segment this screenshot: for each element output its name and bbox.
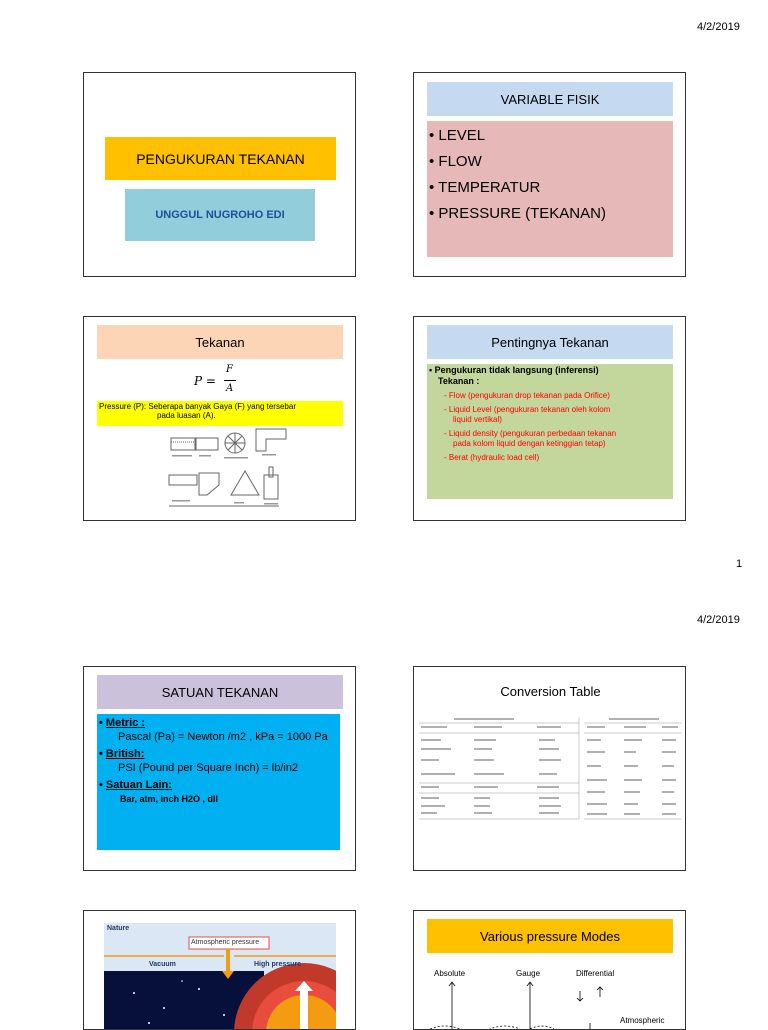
satuan-header-text: SATUAN TEKANAN [161, 684, 279, 700]
slide-pressure-nature[interactable] [83, 910, 356, 1030]
variable-item: • TEMPERATUR [429, 179, 541, 196]
label-gauge: Gauge [516, 969, 541, 978]
variable-item: • LEVEL [429, 127, 486, 144]
conversion-table-image [419, 715, 682, 820]
british-value: PSI (Pound per Square Inch) = lb/in2 [118, 762, 299, 774]
page1-date: 4/2/2019 [697, 21, 740, 33]
conversion-table-graphic [419, 715, 682, 820]
pentingnya-header-text: Pentingnya Tekanan [491, 334, 609, 350]
pressure-nature-image [104, 923, 336, 1030]
sub-item: - Liquid density (pengukuran perbedaan tekanan [444, 429, 617, 438]
pressure-definition: Pressure (P): Seberapa banyak Gaya (F) yang tersebar pada luasan (A). [97, 401, 343, 426]
satuan-content [97, 714, 340, 850]
slide-variable-fisik[interactable] [413, 72, 686, 277]
label-differential: Differential [576, 969, 615, 978]
container-shapes-illustration [84, 317, 356, 521]
sub-item: - Berat (hydraulic load cell) [444, 453, 540, 462]
british-label: • British: [99, 748, 145, 760]
slide-satuan-tekanan[interactable] [83, 666, 356, 871]
main-bullet-cont: Tekanan : [438, 376, 480, 386]
sub-item: - Liquid Level (pengukuran tekanan oleh kolom [444, 405, 611, 414]
metric-label: • Metric : [99, 717, 146, 729]
variable-item: • FLOW [429, 153, 482, 170]
satuan-header [97, 675, 343, 709]
slide-pentingnya-tekanan[interactable] [413, 316, 686, 521]
label-vacuum: Vacuum [149, 961, 176, 968]
page2-date: 4/2/2019 [697, 614, 740, 626]
conversion-title: Conversion Table [500, 683, 601, 699]
formula-denominator: A [226, 383, 234, 394]
modes-header [427, 919, 673, 953]
variable-header-text: VARIABLE FISIK [500, 91, 600, 107]
variable-list-box [427, 121, 673, 257]
label-atmospheric: Atmospheric [620, 1016, 665, 1025]
metric-value: Pascal (Pa) = Newton /m2 , kPa = 1000 Pa [118, 731, 328, 743]
page-number: 1 [736, 558, 743, 570]
slide-title-text: PENGUKURAN TEKANAN [136, 150, 305, 167]
formula-lhs: P = [194, 374, 216, 388]
author-name: UNGGUL NUGROHO EDI [155, 209, 285, 221]
label-high-pressure: High pressure [254, 961, 302, 968]
slide-pressure-modes[interactable] [413, 910, 686, 1030]
other-value: Bar, atm, inch H2O , dll [120, 794, 219, 804]
title-box [105, 137, 336, 180]
conversion-title-area [414, 679, 686, 703]
label-absolute: Absolute [434, 969, 466, 978]
tekanan-header-text: Tekanan [195, 334, 245, 350]
slide-tekanan[interactable] [83, 316, 356, 521]
formula-numerator: F [226, 364, 233, 375]
sub-item: - Flow (pengukuran drop tekanan pada Orifice) [444, 391, 610, 400]
slide-conversion-table[interactable] [413, 666, 686, 871]
slide-title[interactable] [83, 72, 356, 277]
other-label: • Satuan Lain: [99, 779, 172, 791]
variable-header [427, 82, 673, 116]
modes-header-text: Various pressure Modes [480, 928, 620, 944]
modes-diagram [430, 961, 675, 1030]
main-bullet: • Pengukuran tidak langsung (inferensi) [429, 365, 599, 375]
pentingnya-header [427, 325, 673, 359]
label-atmospheric-pressure: Atmospheric pressure [191, 939, 260, 946]
label-nature: Nature [107, 925, 130, 932]
variable-item: • PRESSURE (TEKANAN) [429, 205, 606, 222]
pentingnya-content: • Pengukuran tidak langsung (inferensi) Tekanan : - Flow (pengukuran drop tekanan pada Orifice) - Liquid Level (pengukuran tekanan oleh kolom liquid vertikal) - Liquid density (pengukuran perbedaan tekanan pada kolom liquid dengan ketinggian tetap) - Berat (hydraulic load cell) [427, 364, 673, 499]
author-box [125, 189, 315, 241]
